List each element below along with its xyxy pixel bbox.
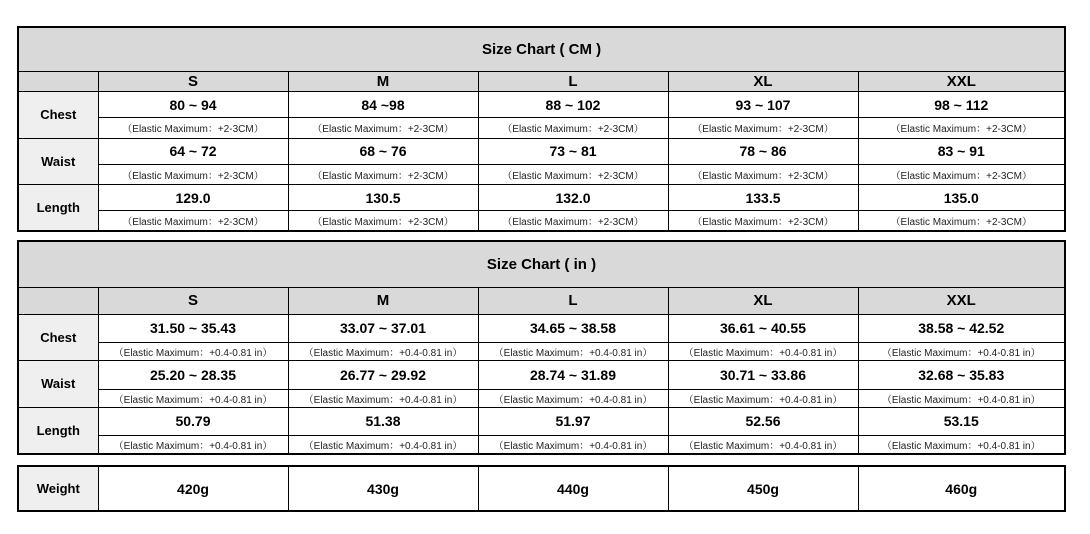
- elastic-note: （Elastic Maximum：+2-3CM）: [668, 118, 858, 138]
- elastic-note: （Elastic Maximum：+2-3CM）: [858, 164, 1065, 184]
- measurement-value: 93 ~ 107: [668, 92, 858, 118]
- elastic-note: （Elastic Maximum：+0.4-0.81 in）: [668, 389, 858, 407]
- elastic-note: （Elastic Maximum：+0.4-0.81 in）: [288, 436, 478, 454]
- measurement-value: 32.68 ~ 35.83: [858, 361, 1065, 389]
- size-header: L: [478, 71, 668, 91]
- row-label: Waist: [18, 138, 98, 184]
- row-label: Length: [18, 184, 98, 231]
- measurement-value: 64 ~ 72: [98, 138, 288, 164]
- measurement-value: 84 ~98: [288, 92, 478, 118]
- measurement-value: 34.65 ~ 38.58: [478, 314, 668, 342]
- elastic-note: （Elastic Maximum：+2-3CM）: [288, 118, 478, 138]
- measurement-value: 88 ~ 102: [478, 92, 668, 118]
- elastic-note: （Elastic Maximum：+0.4-0.81 in）: [478, 436, 668, 454]
- size-header: XXL: [858, 288, 1065, 314]
- weight-value: 440g: [478, 466, 668, 511]
- elastic-note: （Elastic Maximum：+0.4-0.81 in）: [668, 342, 858, 360]
- elastic-note: （Elastic Maximum：+0.4-0.81 in）: [98, 389, 288, 407]
- measurement-value: 25.20 ~ 28.35: [98, 361, 288, 389]
- elastic-note: （Elastic Maximum：+0.4-0.81 in）: [288, 342, 478, 360]
- elastic-note: （Elastic Maximum：+0.4-0.81 in）: [858, 436, 1065, 454]
- elastic-note: （Elastic Maximum：+0.4-0.81 in）: [478, 342, 668, 360]
- measurement-value: 51.38: [288, 407, 478, 435]
- row-label: Length: [18, 407, 98, 454]
- weight-table: [17, 465, 1066, 512]
- measurement-value: 83 ~ 91: [858, 138, 1065, 164]
- weight-value: 460g: [858, 466, 1065, 511]
- header-corner: [18, 288, 98, 314]
- size-chart-in: [17, 240, 1066, 455]
- measurement-value: 98 ~ 112: [858, 92, 1065, 118]
- elastic-note: （Elastic Maximum：+0.4-0.81 in）: [478, 389, 668, 407]
- measurement-value: 78 ~ 86: [668, 138, 858, 164]
- elastic-note: （Elastic Maximum：+2-3CM）: [478, 211, 668, 231]
- chart-title: Size Chart ( in ): [18, 241, 1065, 288]
- measurement-value: 36.61 ~ 40.55: [668, 314, 858, 342]
- elastic-note: （Elastic Maximum：+2-3CM）: [858, 211, 1065, 231]
- size-chart-cm: [17, 26, 1066, 232]
- measurement-value: 38.58 ~ 42.52: [858, 314, 1065, 342]
- measurement-value: 50.79: [98, 407, 288, 435]
- row-label: Chest: [18, 314, 98, 361]
- elastic-note: （Elastic Maximum：+2-3CM）: [288, 211, 478, 231]
- measurement-value: 51.97: [478, 407, 668, 435]
- measurement-value: 80 ~ 94: [98, 92, 288, 118]
- size-header: XL: [668, 71, 858, 91]
- measurement-value: 132.0: [478, 184, 668, 210]
- elastic-note: （Elastic Maximum：+0.4-0.81 in）: [288, 389, 478, 407]
- size-header: L: [478, 288, 668, 314]
- weight-value: 420g: [98, 466, 288, 511]
- elastic-note: （Elastic Maximum：+2-3CM）: [98, 118, 288, 138]
- size-header: XL: [668, 288, 858, 314]
- elastic-note: （Elastic Maximum：+2-3CM）: [858, 118, 1065, 138]
- measurement-value: 133.5: [668, 184, 858, 210]
- size-header: XXL: [858, 71, 1065, 91]
- weight-value: 430g: [288, 466, 478, 511]
- elastic-note: （Elastic Maximum：+0.4-0.81 in）: [858, 342, 1065, 360]
- measurement-value: 28.74 ~ 31.89: [478, 361, 668, 389]
- chart-title: Size Chart ( CM ): [18, 27, 1065, 71]
- measurement-value: 30.71 ~ 33.86: [668, 361, 858, 389]
- elastic-note: （Elastic Maximum：+2-3CM）: [478, 164, 668, 184]
- size-header: S: [98, 71, 288, 91]
- measurement-value: 53.15: [858, 407, 1065, 435]
- header-corner: [18, 71, 98, 91]
- elastic-note: （Elastic Maximum：+2-3CM）: [98, 164, 288, 184]
- row-label: Waist: [18, 361, 98, 408]
- elastic-note: （Elastic Maximum：+2-3CM）: [478, 118, 668, 138]
- elastic-note: （Elastic Maximum：+0.4-0.81 in）: [668, 436, 858, 454]
- size-header: M: [288, 71, 478, 91]
- elastic-note: （Elastic Maximum：+2-3CM）: [668, 164, 858, 184]
- measurement-value: 130.5: [288, 184, 478, 210]
- measurement-value: 52.56: [668, 407, 858, 435]
- measurement-value: 135.0: [858, 184, 1065, 210]
- measurement-value: 33.07 ~ 37.01: [288, 314, 478, 342]
- weight-label: Weight: [18, 466, 98, 511]
- measurement-value: 31.50 ~ 35.43: [98, 314, 288, 342]
- measurement-value: 68 ~ 76: [288, 138, 478, 164]
- elastic-note: （Elastic Maximum：+0.4-0.81 in）: [98, 436, 288, 454]
- measurement-value: 73 ~ 81: [478, 138, 668, 164]
- measurement-value: 129.0: [98, 184, 288, 210]
- elastic-note: （Elastic Maximum：+2-3CM）: [98, 211, 288, 231]
- elastic-note: （Elastic Maximum：+2-3CM）: [288, 164, 478, 184]
- size-header: M: [288, 288, 478, 314]
- elastic-note: （Elastic Maximum：+0.4-0.81 in）: [858, 389, 1065, 407]
- elastic-note: （Elastic Maximum：+0.4-0.81 in）: [98, 342, 288, 360]
- elastic-note: （Elastic Maximum：+2-3CM）: [668, 211, 858, 231]
- weight-value: 450g: [668, 466, 858, 511]
- size-header: S: [98, 288, 288, 314]
- row-label: Chest: [18, 92, 98, 138]
- measurement-value: 26.77 ~ 29.92: [288, 361, 478, 389]
